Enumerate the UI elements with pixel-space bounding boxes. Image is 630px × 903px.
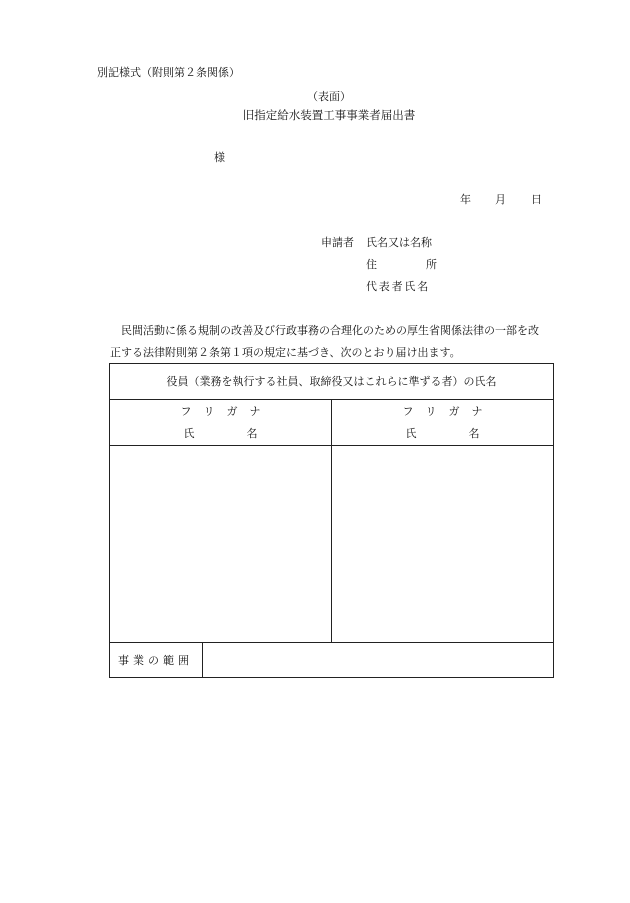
name-label: 氏 名 (183, 426, 258, 440)
body-paragraph (110, 320, 560, 364)
officer-names-left-field[interactable] (110, 446, 332, 643)
addressee-suffix: 様 (214, 151, 225, 164)
body-line: 正する法律附則第２条第１項の規定に基づき、次のとおり届け出ます。 (110, 346, 461, 359)
column-header-right (332, 400, 554, 446)
date-day-label: 日 (531, 193, 542, 206)
officers-table (109, 363, 554, 678)
applicant-name-label: 氏名又は名称 (366, 236, 432, 249)
furigana-label: フ リ ガ ナ (180, 404, 261, 418)
annex-label: 別記様式（附則第２条関係） (97, 66, 240, 79)
name-label: 氏 名 (405, 426, 480, 440)
date-year-label: 年 (460, 193, 471, 206)
business-scope-label: 事業の範囲 (110, 643, 203, 678)
column-header-left (110, 400, 332, 446)
officers-table-header: 役員（業務を執行する社員、取締役又はこれらに準ずる者）の氏名 (110, 364, 554, 400)
applicant-label: 申請者 (321, 236, 354, 249)
date-month-label: 月 (495, 193, 506, 206)
body-line: 民間活動に係る規制の改善及び行政事務の合理化のための厚生省関係法律の一部を改 (121, 324, 539, 337)
document-title: 旧指定給水装置工事事業者届出書 (242, 108, 416, 122)
applicant-representative-label: 代表者氏名 (366, 280, 430, 293)
applicant-address-label-a: 住 (366, 258, 377, 271)
officer-names-right-field[interactable] (332, 446, 554, 643)
applicant-address-label-b: 所 (426, 258, 437, 271)
furigana-label: フ リ ガ ナ (402, 404, 483, 418)
side-label: （表面） (307, 90, 351, 103)
business-scope-field[interactable] (203, 643, 554, 678)
